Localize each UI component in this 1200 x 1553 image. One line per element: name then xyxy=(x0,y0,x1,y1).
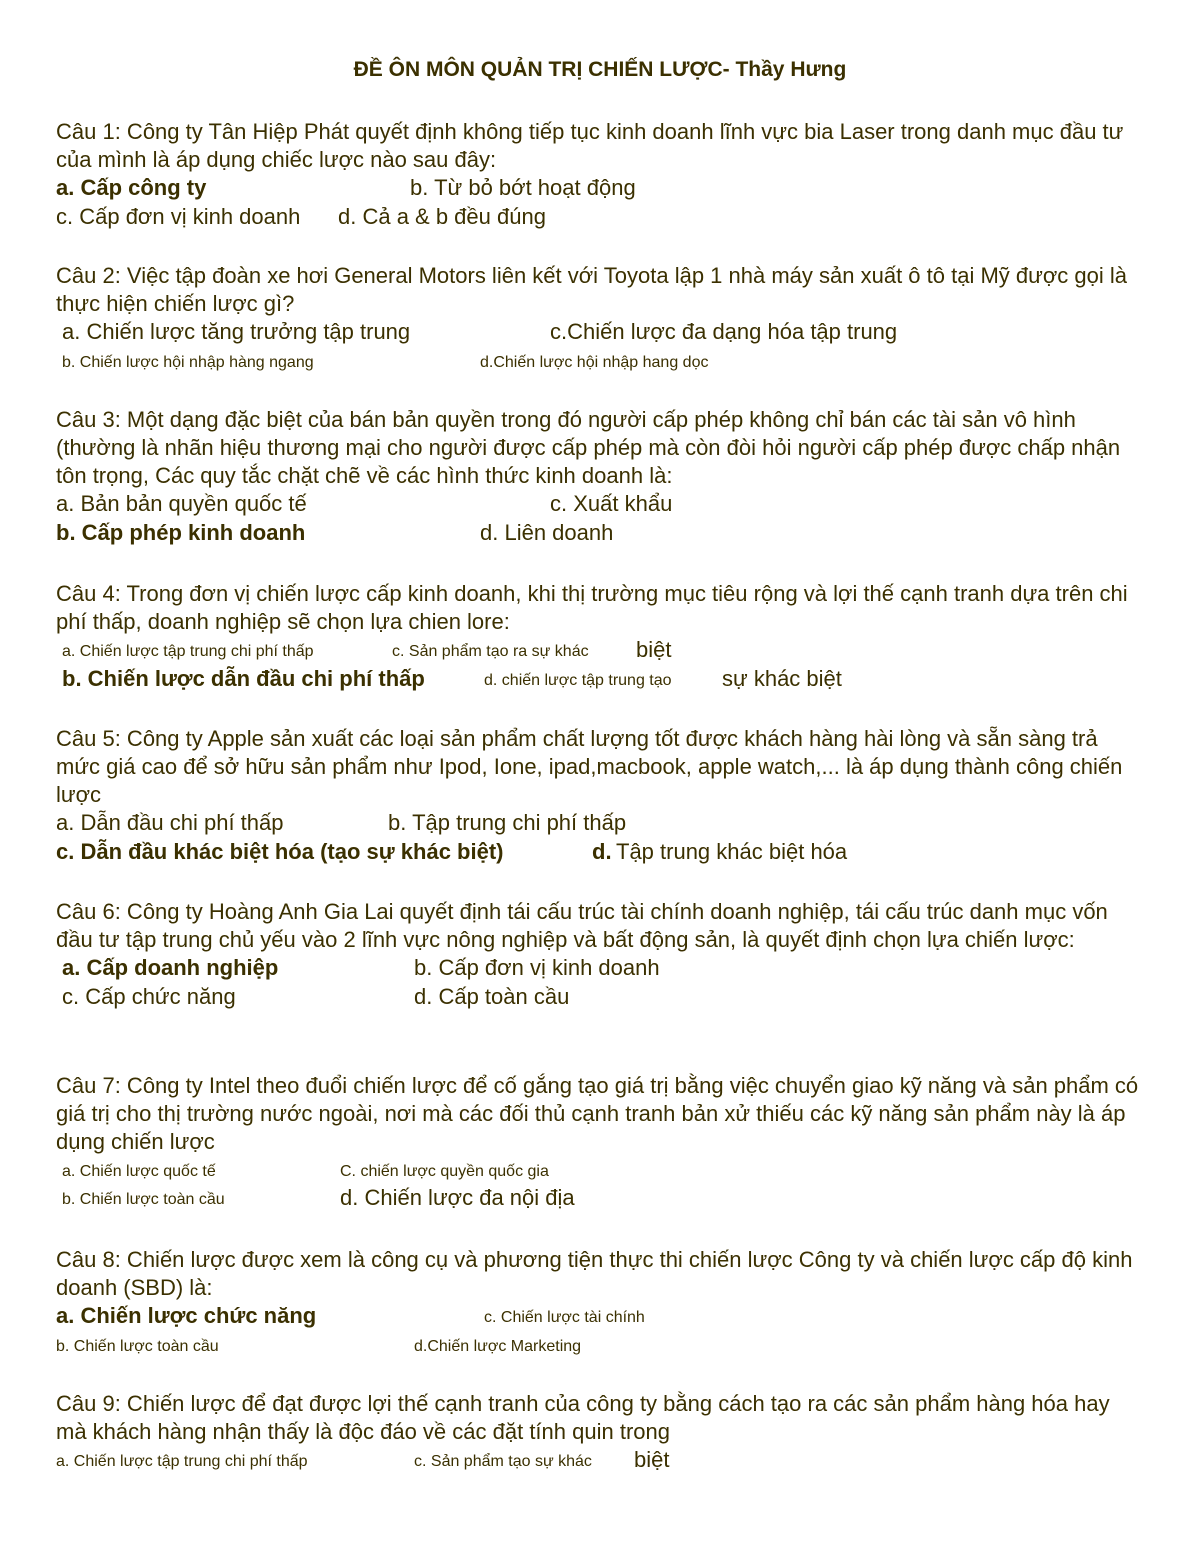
question-2-option-d: d.Chiến lược hội nhập hang dọc xyxy=(480,354,709,371)
question-9-option-a: a. Chiến lược tập trung chi phí thấp xyxy=(56,1453,308,1470)
question-2-stem: Câu 2: Việc tập đoàn xe hơi General Motors liên kết với Toyota lập 1 nhà máy sản xuất ô tô tại Mỹ được gọi là thực hiện chiến lược gì? xyxy=(56,263,1127,316)
question-3-option-b: b. Cấp phép kinh doanh xyxy=(56,520,306,545)
question-2 xyxy=(56,262,1146,375)
question-1-option-a: a. Cấp công ty xyxy=(56,175,207,200)
page-title: ĐỀ ÔN MÔN QUẢN TRỊ CHIẾN LƯỢC- Thầy Hưng xyxy=(353,58,847,81)
question-3-option-d: d. Liên doanh xyxy=(480,520,614,545)
question-8 xyxy=(56,1246,1146,1359)
question-9 xyxy=(56,1390,1146,1475)
question-3 xyxy=(56,406,1146,548)
question-6-option-d: d. Cấp toàn cầu xyxy=(414,984,570,1009)
question-2-options-row-1 xyxy=(56,318,1146,347)
question-8-option-c: c. Chiến lược tài chính xyxy=(484,1309,645,1326)
question-8-stem: Câu 8: Chiến lược được xem là công cụ và phương tiện thực thi chiến lược Công ty và chiến lược cấp độ kinh doanh (SBD) là: xyxy=(56,1247,1133,1300)
question-9-options-row-1 xyxy=(56,1446,1146,1475)
question-4-option-b: b. Chiến lược dẫn đầu chi phí thấp xyxy=(62,666,425,691)
question-2-option-b: b. Chiến lược hội nhập hàng ngang xyxy=(62,354,314,371)
question-7-option-a: a. Chiến lược quốc tế xyxy=(62,1163,216,1180)
question-8-options-row-1 xyxy=(56,1302,1146,1331)
question-6-options-row-1 xyxy=(56,954,1146,983)
question-5-option-d-letter: d. xyxy=(592,839,612,864)
question-7 xyxy=(56,1072,1146,1213)
question-3-stem: Câu 3: Một dạng đặc biệt của bán bản quyền trong đó người cấp phép không chỉ bán các tài sản vô hình (thường là nhãn hiệu thương mại cho người được cấp phép mà còn đòi hỏi người cấp phép được chấp nhận tôn trọng, Các quy tắc chặt chẽ về các hình thức kinh doanh là: xyxy=(56,407,1121,488)
question-4-stem: Câu 4: Trong đơn vị chiến lược cấp kinh doanh, khi thị trường mục tiêu rộng và lợi thế cạnh tranh dựa trên chi phí thấp, doanh nghiệp sẽ chọn lựa chien lore: xyxy=(56,581,1128,634)
question-4 xyxy=(56,580,1146,694)
question-1-options-row-1 xyxy=(56,174,1146,203)
question-7-options-row-2 xyxy=(56,1184,1146,1213)
question-6-option-a: a. Cấp doanh nghiệp xyxy=(62,955,279,980)
question-2-option-c: c.Chiến lược đa dạng hóa tập trung xyxy=(550,319,898,344)
question-6-option-b: b. Cấp đơn vị kinh doanh xyxy=(414,955,660,980)
question-1-option-c: c. Cấp đơn vị kinh doanh xyxy=(56,204,301,229)
question-8-options-row-2 xyxy=(56,1331,1146,1359)
question-6-options-row-2 xyxy=(56,983,1146,1012)
question-5-stem: Câu 5: Công ty Apple sản xuất các loại sản phẩm chất lượng tốt được khách hàng hài lòng và sẵn sàng trả mức giá cao để sở hữu sản phẩm như Ipod, Ione, ipad,macbook, apple watch,... là áp dụng thành công chiến lược xyxy=(56,726,1123,807)
question-1-option-b: b. Từ bỏ bớt hoạt động xyxy=(410,175,636,200)
question-1-options-row-2 xyxy=(56,203,1146,232)
question-4-option-c: c. Sản phẩm tạo ra sự khác xyxy=(392,643,589,660)
question-2-option-a: a. Chiến lược tăng trưởng tập trung xyxy=(62,319,411,344)
question-2-options-row-2 xyxy=(56,347,1146,375)
question-6 xyxy=(56,898,1146,1012)
question-3-options-row-2 xyxy=(56,519,1146,548)
question-6-option-c: c. Cấp chức năng xyxy=(62,984,236,1009)
question-3-options-row-1 xyxy=(56,490,1146,519)
question-4-option-d: d. chiến lược tập trung tạo xyxy=(484,672,672,689)
question-6-stem: Câu 6: Công ty Hoàng Anh Gia Lai quyết định tái cấu trúc tài chính doanh nghiệp, tái cấu trúc danh mục vốn đầu tư tập trung chủ yếu vào 2 lĩnh vực nông nghiệp và bất động sản, là quyết định chọn lựa chiến lược: xyxy=(56,899,1108,952)
question-1-stem: Câu 1: Công ty Tân Hiệp Phát quyết định không tiếp tục kinh doanh lĩnh vực bia Laser trong danh mục đầu tư của mình là áp dụng chiếc lược nào sau đây: xyxy=(56,119,1124,172)
question-8-option-b: b. Chiến lược toàn cầu xyxy=(56,1338,219,1355)
question-4-option-c-tail: biệt xyxy=(636,637,672,662)
question-7-option-d: d. Chiến lược đa nội địa xyxy=(340,1185,575,1210)
question-1 xyxy=(56,118,1146,232)
question-5-option-b: b. Tập trung chi phí thấp xyxy=(388,810,627,835)
question-8-option-d: d.Chiến lược Marketing xyxy=(414,1338,582,1355)
question-1-option-d: d. Cả a & b đều đúng xyxy=(338,204,546,229)
question-5-option-c: c. Dẫn đầu khác biệt hóa (tạo sự khác biệt) xyxy=(56,839,504,864)
question-5-option-a: a. Dẫn đầu chi phí thấp xyxy=(56,810,284,835)
question-4-option-a: a. Chiến lược tập trung chi phí thấp xyxy=(62,643,314,660)
question-7-options-row-1 xyxy=(56,1156,1146,1184)
question-9-option-c-tail: biệt xyxy=(634,1447,670,1472)
question-9-stem: Câu 9: Chiến lược để đạt được lợi thế cạnh tranh của công ty bằng cách tạo ra các sản phẩm hàng hóa hay mà khách hàng nhận thấy là độc đáo về các đặt tính quin trong xyxy=(56,1391,1110,1444)
question-5 xyxy=(56,725,1146,867)
question-4-options-row-1 xyxy=(56,636,1146,665)
question-3-option-c: c. Xuất khẩu xyxy=(550,491,673,516)
question-4-options-row-2 xyxy=(56,665,1146,694)
question-5-options-row-2 xyxy=(56,838,1146,867)
question-9-option-c: c. Sản phẩm tạo sự khác xyxy=(414,1453,592,1470)
question-4-option-d-tail: sự khác biệt xyxy=(722,666,842,691)
question-7-option-c: C. chiến lược quyền quốc gia xyxy=(340,1163,549,1180)
question-3-option-a: a. Bản bản quyền quốc tế xyxy=(56,491,307,516)
question-7-option-b: b. Chiến lược toàn cầu xyxy=(62,1191,225,1208)
question-5-option-d: Tập trung khác biệt hóa xyxy=(616,839,848,864)
question-7-stem: Câu 7: Công ty Intel theo đuổi chiến lược để cố gắng tạo giá trị bằng việc chuyển giao kỹ năng và sản phẩm có giá trị cho thị trường nước ngoài, nơi mà các đối thủ cạnh tranh bản xử thiếu các kỹ năng sản phẩm này là áp dụng chiến lược xyxy=(56,1073,1139,1154)
question-5-options-row-1 xyxy=(56,809,1146,838)
question-8-option-a: a. Chiến lược chức năng xyxy=(56,1303,317,1328)
